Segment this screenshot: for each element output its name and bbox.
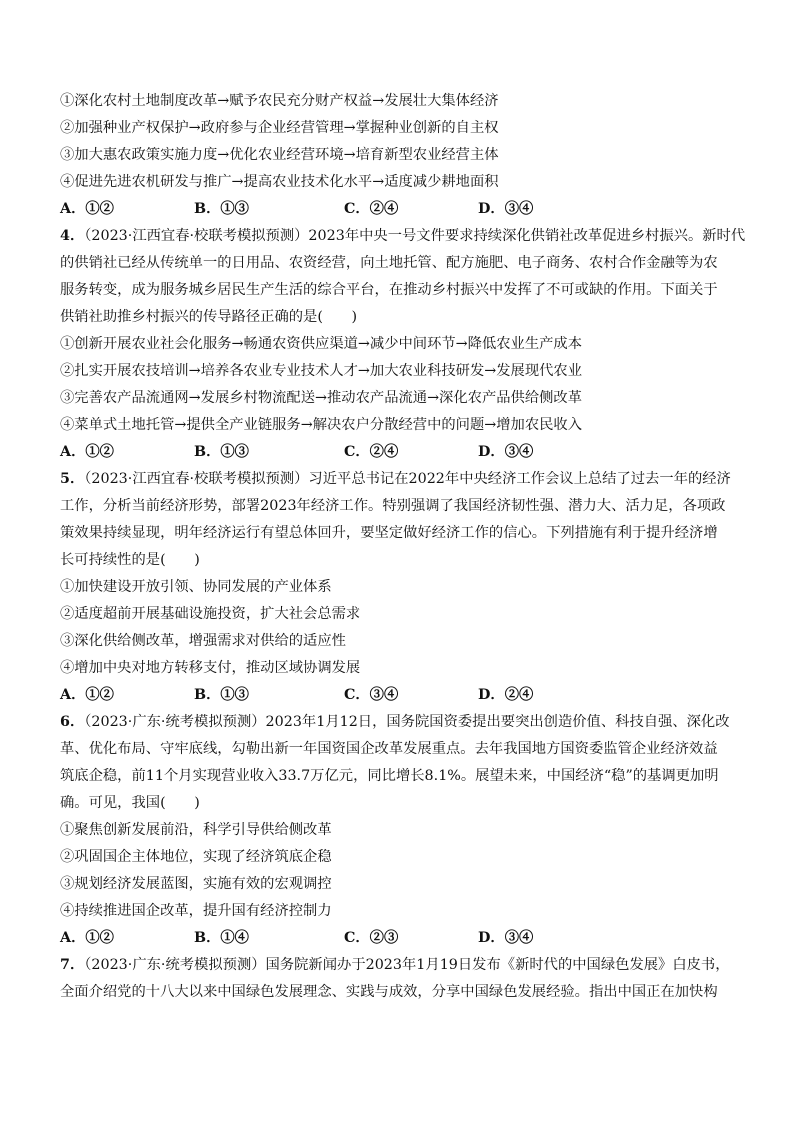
q6-choice-b: B．①④ [194,930,249,946]
q7-stem-line-2: 全面介绍党的十八大以来中国绿色发展理念、实践与成效，分享中国绿色发展经验。指出中国正在加快构 [60,984,718,1000]
q6-choice-d: D．③④ [478,930,534,946]
q4-stem-line-3: 服务转变，成为服务城乡居民生产生活的综合平台，在推动乡村振兴中发挥了不可或缺的作用。下面关于 [60,282,718,298]
q4-choices [60,439,750,466]
q5-choices [60,682,750,709]
q5-stem-text-1: （2023·江西宜春·校联考模拟预测）习近平总书记在2022年中央经济工作会议上总结了过去一年的经济 [84,471,731,487]
q5-option-4: ④增加中央对地方转移支付，推动区域协调发展 [60,660,361,676]
q6-choice-c: C．②③ [344,930,399,946]
q4-stem-line-2: 的供销社已经从传统单一的日用品、农资经营，向土地托管、配方施肥、电子商务、农村合作金融等为农 [60,255,718,271]
q6-option-1: ①聚焦创新发展前沿，科学引导供给侧改革 [60,822,332,838]
q4-stem-text-1: （2023·江西宜春·校联考模拟预测）2023年中央一号文件要求持续深化供销社改革促进乡村振兴。新时代 [84,228,746,244]
q6-stem-line-1 [60,709,750,736]
q4-number: 4． [60,228,85,244]
q5-option-2: ②适度超前开展基础设施投资，扩大社会总需求 [60,606,361,622]
q5-choice-c: C．③④ [344,687,399,703]
question-5 [60,466,750,709]
q3-option-3: ③加大惠农政策实施力度→优化农业经营环境→培育新型农业经营主体 [60,147,499,163]
q7-stem-line-1 [60,952,750,979]
question-6 [60,709,750,952]
question-4 [60,223,750,466]
q6-number: 6． [60,714,85,730]
q3-choices [60,196,750,223]
q4-option-3: ③完善农产品流通网→发展乡村物流配送→推动农产品流通→深化农产品供给侧改革 [60,390,583,406]
q4-stem-line-1 [60,223,750,250]
question-7 [60,952,750,1006]
q3-option-1: ①深化农村土地制度改革→赋予农民充分财产权益→发展壮大集体经济 [60,93,499,109]
q5-stem-line-3: 策效果持续显现，明年经济运行有望总体回升，要坚定做好经济工作的信心。下列措施有利于提升经济增 [60,525,718,541]
q7-stem-text-1: （2023·广东·统考模拟预测）国务院新闻办于2023年1月19日发布《新时代的中国绿色发展》白皮书， [84,957,730,973]
exam-page [60,88,750,1006]
q4-choice-d: D．③④ [478,444,534,460]
q6-stem-line-3: 筑底企稳，前11个月实现营业收入33.7万亿元，同比增长8.1%。展望未来，中国经济“稳”的基调更加明 [60,768,719,784]
q6-option-2: ②巩固国企主体地位，实现了经济筑底企稳 [60,849,332,865]
q6-stem-line-2: 革、优化布局、守牢底线，勾勒出新一年国资国企改革发展重点。去年我国地方国资委监管企业经济效益 [60,741,718,757]
q4-option-2: ②扎实开展农技培训→培养各农业专业技术人才→加大农业科技研发→发展现代农业 [60,363,583,379]
q6-stem-line-4: 确。可见，我国( ) [60,795,200,811]
q3-choice-d: D．③④ [478,201,534,217]
q5-choice-d: D．②④ [478,687,534,703]
q4-choice-c: C．②④ [344,444,399,460]
q5-number: 5． [60,471,85,487]
q7-number: 7． [60,957,85,973]
q6-choice-a: A．①② [60,930,114,946]
q3-option-2: ②加强种业产权保护→政府参与企业经营管理→掌握种业创新的自主权 [60,120,499,136]
q4-choice-a: A．①② [60,444,114,460]
q6-choices [60,925,750,952]
q3-choice-c: C．②④ [344,201,399,217]
q3-option-4: ④促进先进农机研发与推广→提高农业技术化水平→适度减少耕地面积 [60,174,499,190]
q6-stem-text-1: （2023·广东·统考模拟预测）2023年1月12日，国务院国资委提出要突出创造价值、科技自强、深化改 [84,714,730,730]
q4-stem-line-4: 供销社助推乡村振兴的传导路径正确的是( ) [60,309,358,325]
q5-choice-b: B．①③ [194,687,249,703]
q6-option-4: ④持续推进国企改革，提升国有经济控制力 [60,903,332,919]
q5-choice-a: A．①② [60,687,114,703]
question-3 [60,88,750,223]
q4-choice-b: B．①③ [194,444,249,460]
q5-option-3: ③深化供给侧改革，增强需求对供给的适应性 [60,633,346,649]
q5-stem-line-4: 长可持续性的是( ) [60,552,200,568]
q6-option-3: ③规划经济发展蓝图，实施有效的宏观调控 [60,876,332,892]
q5-stem-line-2: 工作，分析当前经济形势，部署2023年经济工作。特别强调了我国经济韧性强、潜力大、活力足，各项政 [60,498,726,514]
q3-choice-a: A．①② [60,201,114,217]
q4-option-1: ①创新开展农业社会化服务→畅通农资供应渠道→减少中间环节→降低农业生产成本 [60,336,583,352]
q3-choice-b: B．①③ [194,201,249,217]
q5-option-1: ①加快建设开放引领、协同发展的产业体系 [60,579,332,595]
q4-option-4: ④菜单式土地托管→提供全产业链服务→解决农户分散经营中的问题→增加农民收入 [60,417,583,433]
q5-stem-line-1 [60,466,750,493]
